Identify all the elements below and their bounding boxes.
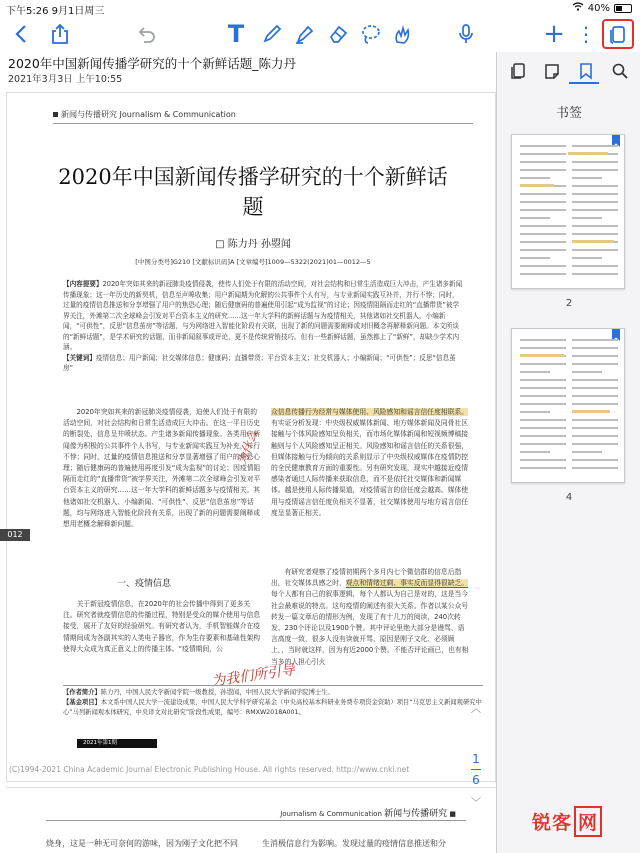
site-watermark-logo: 锐客 网: [532, 806, 602, 837]
thumbnail-text-line: [520, 451, 550, 453]
thumbnail-text-line: [520, 249, 566, 251]
handwritten-annotation-b[interactable]: 为我们所引导: [210, 662, 296, 690]
thumbnail-text-line: [520, 153, 566, 155]
journal-header: 新闻与传播研究 Journalism & Communication: [53, 109, 236, 120]
thumbnail-text-line: [520, 225, 566, 227]
thumbnail-text-line: [520, 339, 566, 341]
battery-icon: [614, 4, 632, 13]
thumbnail-text-line: [520, 265, 566, 267]
thumbnail-text-line: [572, 347, 618, 349]
sidebar: [496, 52, 640, 853]
thumbnail-text-line: [520, 467, 566, 469]
sidebar-title: 书签: [555, 106, 582, 121]
handwritten-annotation-a[interactable]: 为什么: [234, 428, 261, 467]
thumbnail-text-line: [520, 419, 566, 421]
article-authors: □ 陈力丹 孙曌闻: [215, 239, 291, 250]
thumbnail-text-line: [520, 387, 566, 389]
article-title: 2020年中国新闻传播学研究的十个新鲜话题: [58, 165, 448, 219]
page-thumbnail-4[interactable]: [511, 328, 625, 483]
left-paragraph-2: 关于新冠疫情信息，在2020年的社会传播中得到了更多关注。研究者就疫情信息的传播过程，特别是受众的媒介使用与信息接受，展开了友好的经验研究。有研究者认为，手机智能媒介在疫情期间成为各副其实的人类电子器官，作为生存要素和基础性架构使得大众成为真正意义上的传播主体。“疫情期间，公: [63, 600, 261, 653]
thumbnail-text-line: [520, 411, 550, 413]
thumbnail-text-line: [572, 185, 618, 187]
back-chevron-icon[interactable]: [8, 20, 36, 48]
thumbnail-highlight: [572, 240, 614, 243]
right-column-bottom: 有研究者观察了疫情初期两个多月内七个微信群的信息后指出，社交媒体具感之时，观点和情绪过剩、事实反而显得很缺乏。每个人都有自己的叙事逻辑，每个人都认为自己是对的，这是当今社会最难说的特点。这句疫情的阐述有很大关系。作者以某公众号转发一篇文章后的情形为例，发现了有十几万的阅读，240次转发、230个评论以及1900个赞。其中评论里绝大部分是谩骂、语言高度一致，很多人没有读就开骂，原因是刚子文化、必须顾上，，当时就这样，因为有近2000个赞。不能否评论画已，也有相当多的人担心引火: [271, 568, 469, 666]
document-header: [0, 52, 496, 88]
thumbnail-highlight: [568, 152, 608, 155]
section-heading: 一、疫情信息: [117, 579, 172, 589]
document-title: 2020年中国新闻传播学研究的十个新鲜话题_陈力丹: [8, 56, 297, 71]
battery-percent: 40%: [587, 2, 610, 14]
search-tab[interactable]: [607, 58, 633, 84]
status-right: [572, 2, 632, 14]
thumbnail-text-line: [520, 241, 566, 243]
thumbnail-page-number: 2: [565, 298, 573, 309]
text-tool-icon[interactable]: T: [227, 20, 245, 48]
thumbnail-text-line: [572, 451, 602, 453]
status-bar: [0, 0, 640, 16]
thumbnail-text-line: [520, 435, 566, 437]
thumbnail-text-line: [572, 233, 618, 235]
share-icon[interactable]: [46, 20, 74, 48]
document-date: 2021年3月3日 上午10:55: [8, 74, 123, 85]
header-rule: [53, 123, 473, 124]
thumbnail-text-line: [520, 217, 550, 219]
thumbnail-text-line: [572, 339, 618, 341]
thumbnail-text-line: [520, 177, 550, 179]
thumbnail-text-line: [572, 265, 618, 267]
thumbnail-text-line: [572, 419, 618, 421]
thumbnail-highlight: [520, 354, 564, 357]
keywords-label: 【关键词】: [63, 353, 96, 362]
thumbnail-text-line: [520, 257, 550, 259]
thumbnail-text-line: [520, 161, 566, 163]
thumbnail-text-line: [572, 193, 618, 195]
eraser-icon[interactable]: [324, 20, 352, 48]
scroll-down-chevron-icon[interactable]: ﹀: [471, 798, 481, 809]
left-column-top: [63, 407, 263, 575]
thumbnail-text-line: [572, 371, 602, 373]
thumbnail-text-line: [572, 225, 618, 227]
keywords-text: 疫情信息；用户新闻；社交媒体信息；健康码；直播带货；平台资本主义；社交机器人；小编新闻；“可供性”；反思“信息茧房”: [63, 353, 456, 372]
thumbnail-text-line: [572, 169, 618, 171]
lasso-icon[interactable]: [356, 20, 384, 48]
highlighter-icon[interactable]: [290, 20, 318, 48]
next-page-rule: [46, 820, 466, 821]
copyright-line: (C)1994-2021 China Academic Journal Electronic Publishing House. All rights reserved. http://www.cnki.net: [9, 765, 410, 774]
touch-draw-icon[interactable]: [388, 20, 416, 48]
thumbnail-highlight: [520, 184, 554, 187]
thumbnail-text-line: [572, 249, 618, 251]
thumbnail-text-line: [572, 435, 618, 437]
thumbnail-text-line: [520, 209, 566, 211]
thumbnail-text-line: [572, 427, 618, 429]
thumbnail-highlight: [572, 410, 610, 413]
thumbnail-text-line: [520, 371, 550, 373]
highlight-risk-perception[interactable]: 众信息传播行为经常与媒体使用、风险感知和谣言信任度相联系。: [271, 408, 469, 416]
microphone-icon[interactable]: [452, 20, 480, 48]
thumbnail-text-line: [572, 443, 618, 445]
thumbnail-text-line: [520, 379, 566, 381]
active-tab-indicator: [569, 82, 599, 84]
sidebar-tabs: [497, 58, 640, 84]
thumbnail-text-line: [520, 145, 566, 147]
thumbnail-text-line: [520, 427, 566, 429]
thumbnail-text-line: [572, 177, 602, 179]
abstract-text: 2020年突如其来的新冠肺炎疫情侵袭，使传人们处于有限的活动空间，对社会结构和日常生活造成巨大冲击，产生诸多新闻传播现象；这一年历史的新契机，信息至声嗥收集；用户新闻期为化解的公共事件个人有写，与专业新闻实践互补并，并行不悖；同时，过量的疫情信息推送和分享增强了用户的焦恐心理；随后健康码的普遍使用引起“成为监视”的讨论；因疫情阻隔而走红的“直播带货”被学界关注，外滩第二次全球峰会引发对平台资本主义的研究……这一年大学科的新鲜话题与为疫情相关，其他诸如社交机器人，小编新闻，“可供性”，反思“信息茧房”等话题，与为网络进入智能化阶段有关联，出现了新的问题需要阐释或对旧概念再解释新问题。本文所谈的“新鲜话题”，是学术研究的话题，而非新闻叙事或评论，更不是传统营销技巧。但有一些新鲜话题，虽然都上了“新鲜”，却缺少学术内涵。: [63, 280, 463, 351]
thumbnail-text-line: [520, 347, 566, 349]
thumbnail-text-line: [572, 379, 618, 381]
current-page: 1: [472, 752, 480, 766]
thumbnail-text-line: [520, 193, 566, 195]
right-paragraph-1: 有实证分析发现：中央级权威媒体新闻、地方媒体新闻及同骨社区接触与个体风险感知呈负相关，而市场化媒体新闻和短视频博稿接触则与个人风险感知呈正相关。风险感知和谣言信任的关系很强，但媒体接触与行为倾向的关系则显示了中央级权威媒体在疫情防控的全民健康教育方面的重要性。另有研究发现，现实中越接近疫情感染者通过人际传播来获取信息，而不是依托社交媒体和新闻媒体。越是使用人际传播渠道，对疫情谣言的信任度会越高。媒体使用与疫情谣言信任度负相关不显著，社交媒体使用与地方谣言信任度呈显著正相关。: [271, 419, 469, 517]
more-icon[interactable]: ⋮: [576, 22, 596, 46]
abstract-label: 【内容提要】: [63, 280, 103, 288]
page-indicator[interactable]: [466, 728, 486, 798]
scroll-up-chevron-icon[interactable]: ︿: [471, 704, 481, 715]
right-column-top: [271, 407, 471, 567]
bookmarks-tab[interactable]: [573, 58, 599, 84]
notes-tab[interactable]: [539, 58, 565, 84]
sidebar-toggle-icon[interactable]: [602, 19, 634, 49]
thumbnail-text-line: [572, 257, 602, 259]
thumbnail-text-line: [572, 355, 618, 357]
thumbnail-text-line: [572, 395, 618, 397]
footnotes: 【作者简介】陈力丹，中国人民大学新闻学院一级教授，孙曌闻，中国人民大学新闻学院博士生。 【基金项目】本文系中国人民大学一流建设成果，中国人民大学科学研究基金（中央高校基本科研业务费专项资金资助）项目“马克思主义新闻观研究中心”马列新闻观本体研究，中央译文对比研究”阶段性成果，编号：RMXW2018A001。: [63, 685, 483, 718]
thumbnail-text-line: [572, 217, 602, 219]
abstract-block: [63, 279, 463, 374]
status-time-date: 下午5:26 9月1日周三: [6, 6, 105, 17]
toolbar: [0, 16, 640, 52]
wifi-icon: [572, 2, 584, 14]
next-page-header: Journalism & Communication 新闻与传播研究 ■: [280, 809, 456, 819]
thumbnail-text-line: [520, 395, 566, 397]
thumbnail-text-line: [572, 387, 618, 389]
total-pages: 6: [472, 773, 480, 787]
thumbnail-text-line: [572, 209, 618, 211]
next-page-text-right: 生消极信息行为影响。发现过量的疫情信息推送和分: [262, 839, 446, 848]
thumbnail-text-line: [520, 403, 566, 405]
thumbnail-page-number: 4: [565, 492, 573, 503]
thumbnails-tab[interactable]: [505, 58, 531, 84]
thumbnail-text-line: [572, 467, 618, 469]
thumbnail-text-line: [520, 233, 566, 235]
page-thumbnail-2[interactable]: [511, 134, 625, 289]
pdf-page[interactable]: [6, 92, 496, 782]
pdf-page-next[interactable]: [6, 787, 496, 853]
undo-icon[interactable]: [132, 20, 160, 48]
highlight-emotion-surplus[interactable]: 观点和情绪过剩、事实反而显得很缺乏。: [345, 579, 469, 588]
pen-icon[interactable]: [258, 20, 286, 48]
thumbnail-text-line: [520, 443, 566, 445]
thumbnail-text-line: [572, 201, 618, 203]
page-number-tab: 012: [0, 529, 30, 541]
classification-line: [中图分类号]G210 [文献标识码]A [文章编号]1009—5322(2021)01—0012—5: [135, 258, 371, 266]
thumbnail-text-line: [572, 161, 618, 163]
thumbnail-text-line: [520, 201, 566, 203]
next-page-text-left: 烧身，这是一种无可奈何的游味，因为刚子文化把不同: [46, 839, 238, 848]
add-icon[interactable]: +: [543, 19, 565, 49]
right-paragraph-2: 每个人都有自己的叙事逻辑，每个人都认为自己是对的，这是当今社会最难说的特点。这句疫情的阐述有很大关系。作者以某公众号转发一篇文章后的情形为例，发现了有十几万的阅读，240次转发、230个评论以及1900个赞。其中评论里绝大部分是谩骂、语言高度一致，很多人没有读就开骂，原因是刚子文化、必须顾上，，当时就这样，因为有近2000个赞。不能否评论画已，也有相当多的人担心引火: [271, 590, 469, 666]
thumbnail-text-line: [520, 363, 566, 365]
thumbnail-text-line: [572, 273, 618, 275]
journal-issue-tag: 2021年第1期: [77, 739, 157, 748]
thumbnail-text-line: [572, 145, 618, 147]
thumbnail-text-line: [520, 169, 566, 171]
thumbnail-text-line: [572, 459, 618, 461]
thumbnail-text-line: [572, 403, 618, 405]
thumbnail-text-line: [520, 459, 566, 461]
left-paragraph-1: 2020年突如其来的新冠肺炎疫情侵袭，迫使人们处于有限的活动空间，对社会结构和日常生活造成巨大冲击。在这一平日历史的断裂处，信息呈井喷状态。产生诸多新闻传播现象。各类用户新闻像为积极的公共事件个人书写，与专业新闻实践互为补充，并行不悖；同时，过量的疫情信息推送和分享显著增强了用户的焦恐心理；随后健康码的普遍使用再度引发“成为监视”的讨论；因疫情阻隔而走红的“直播带货”被学界关注，外滩第二次全球峰会引发对平台资本主义的研究……这一年大学科的新鲜话题多与疫情相关。其他诸如社交机器人、小编新闻、“可供性”、反思“信息茧房”等话题，均与网络进入智能化阶段有关系，出现了新的问题需要阐释或想用老概念解释新问题。: [63, 408, 261, 529]
thumbnail-text-line: [572, 363, 618, 365]
thumbnail-text-line: [520, 273, 566, 275]
